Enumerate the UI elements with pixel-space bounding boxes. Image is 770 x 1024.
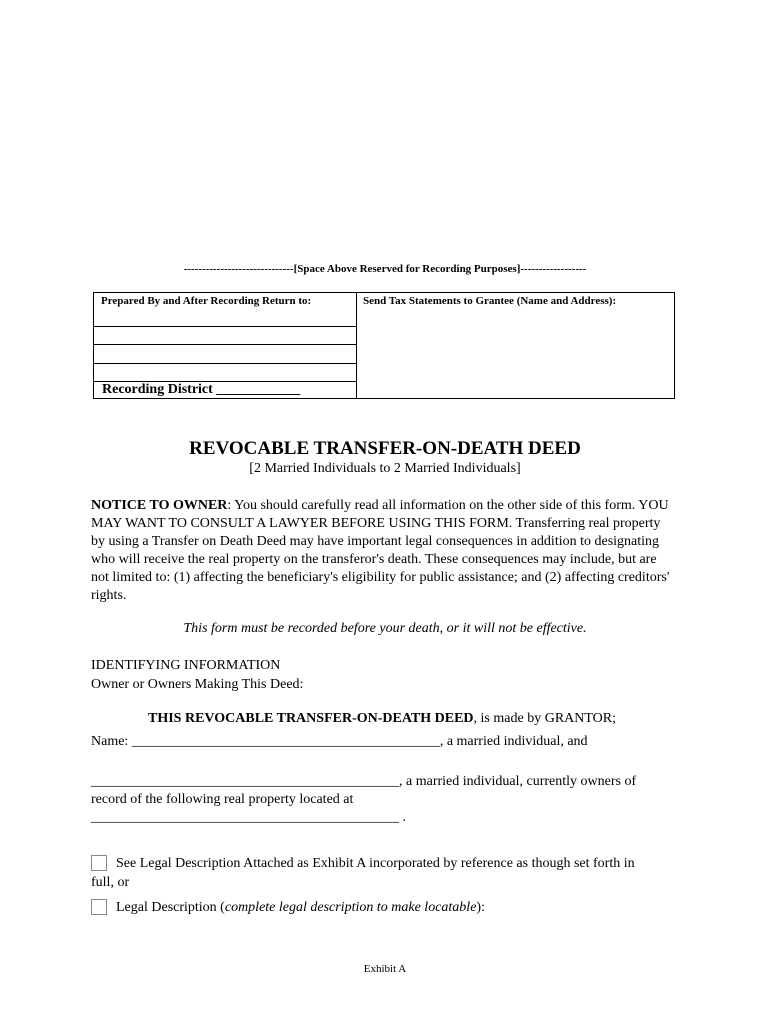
legal-description-hint: complete legal description to make locatable <box>224 900 477 915</box>
recording-district: Recording District ____________ <box>102 382 301 397</box>
legal-description-suffix: ): <box>476 900 485 915</box>
notice-body: : You should carefully read all information on the other side of this form. YOU MAY WANT TO CONSULT A LAWYER BEFORE USING THIS FORM. Transferring real property by using a Transfer on Death Deed may have important legal consequences in addition to designating who will receive the real property on the transferor's death. These consequences may include, but are not limited to: (1) affecting the beneficiary's eligibility for public assistance; and (2) affecting creditors' rights. <box>91 498 670 603</box>
notice-to-owner <box>91 497 676 605</box>
legal-description-label <box>116 899 485 917</box>
return-to-line-2 <box>94 344 356 345</box>
exhibit-a-checkbox[interactable] <box>91 855 107 871</box>
identifying-heading: IDENTIFYING INFORMATION <box>91 658 281 673</box>
return-to-section <box>94 293 357 398</box>
tax-statements-section <box>356 293 674 398</box>
recording-info-box <box>93 292 675 399</box>
notice-heading: NOTICE TO OWNER <box>91 498 228 513</box>
legal-description-prefix: Legal Description ( <box>116 900 225 915</box>
exhibit-option-label-cont: full, or <box>91 875 130 890</box>
tax-statements-label: Send Tax Statements to Grantee (Name and Address): <box>363 295 617 307</box>
return-to-line-3 <box>94 363 356 364</box>
exhibit-option-label: See Legal Description Attached as Exhibit A incorporated by reference as though set forth in <box>116 856 635 871</box>
grantor-statement-rest: , is made by GRANTOR; <box>473 711 617 726</box>
return-to-line-1 <box>94 326 356 327</box>
deed-subtitle: [2 Married Individuals to 2 Married Individuals] <box>249 461 521 476</box>
return-to-label: Prepared By and After Recording Return to: <box>101 295 312 307</box>
recording-reserved-banner: ------------------------------[Space Above Reserved for Recording Purposes]------------------ <box>183 263 587 275</box>
grantor-statement <box>148 710 616 728</box>
record-property-line: record of the following real property located at <box>91 792 354 807</box>
legal-description-checkbox[interactable] <box>91 899 107 915</box>
recording-warning: This form must be recorded before your death, or it will not be effective. <box>183 621 587 636</box>
owners-label: Owner or Owners Making This Deed: <box>91 677 304 692</box>
second-grantor-line[interactable]: ____________________________________________, a married individual, currently owners of <box>91 774 637 789</box>
grantor-name-line[interactable]: Name: ____________________________________________, a married individual, and <box>91 734 588 749</box>
page-footer: Exhibit A <box>363 963 407 975</box>
grantor-deed-name: THIS REVOCABLE TRANSFER-ON-DEATH DEED <box>148 711 474 726</box>
property-location-line[interactable]: ____________________________________________ . <box>91 810 406 825</box>
deed-title: REVOCABLE TRANSFER-ON-DEATH DEED <box>189 438 581 459</box>
